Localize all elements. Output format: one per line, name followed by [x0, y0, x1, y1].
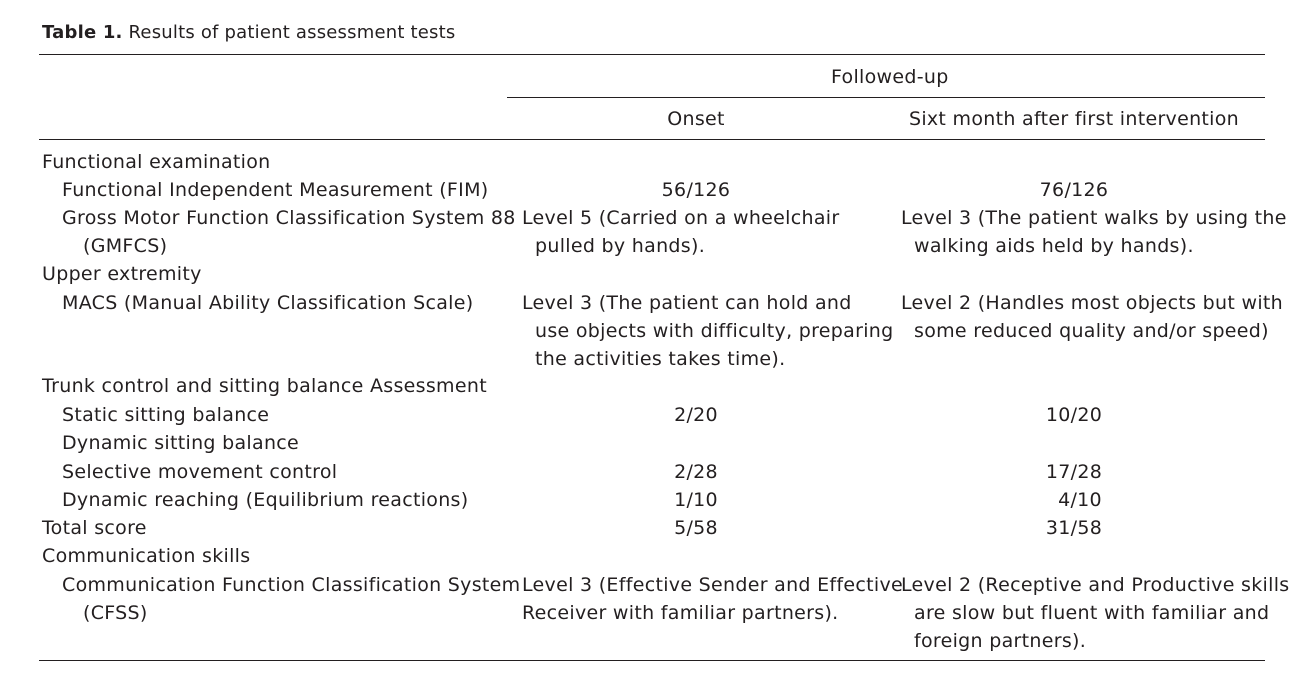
followed-up-rule [507, 97, 1265, 98]
row-selective-label: Selective movement control [62, 461, 338, 483]
gmfcs-label-line2: (GMFCS) [83, 235, 168, 257]
gmfcs-six-line2: walking aids held by hands). [914, 235, 1194, 257]
row-reaching-label: Dynamic reaching (Equilibrium reactions) [62, 489, 469, 511]
table-caption [42, 22, 455, 43]
row-cfss-six [901, 571, 1289, 655]
cfss-six-line2: are slow but fluent with familiar and [914, 602, 1270, 624]
section-upper-extremity: Upper extremity [42, 263, 202, 285]
cfss-onset-line1: Level 3 (Effective Sender and Effective [522, 574, 904, 596]
gmfcs-onset-line2: pulled by hands). [535, 235, 706, 257]
section-functional-examination: Functional examination [42, 151, 271, 173]
section-communication-skills: Communication skills [42, 545, 251, 567]
row-fim-onset: 56/126 [661, 179, 731, 201]
row-total-label: Total score [42, 517, 147, 539]
cfss-onset-line2: Receiver with familiar partners). [522, 602, 839, 624]
header-onset: Onset [667, 108, 725, 130]
bottom-rule [39, 660, 1265, 661]
cfss-label-line1: Communication Function Classification System [62, 574, 521, 596]
gmfcs-label-line1: Gross Motor Function Classification System 88 [62, 207, 516, 229]
cfss-label-line2: (CFSS) [83, 602, 148, 624]
row-selective-onset: 2/28 [674, 461, 718, 483]
row-static-label: Static sitting balance [62, 404, 270, 426]
row-fim-label: Functional Independent Measurement (FIM) [62, 179, 489, 201]
row-total-six: 31/58 [1045, 517, 1103, 539]
row-gmfcs-six [901, 204, 1287, 260]
row-gmfcs-onset [522, 204, 839, 260]
row-fim-six: 76/126 [1039, 179, 1109, 201]
table-label: Table 1. [42, 22, 123, 43]
gmfcs-onset-line1: Level 5 (Carried on a wheelchair [522, 207, 840, 229]
macs-six-line2: some reduced quality and/or speed) [914, 320, 1269, 342]
macs-onset-line2: use objects with difficulty, preparing [535, 320, 894, 342]
top-rule [39, 54, 1265, 55]
cfss-six-line1: Level 2 (Receptive and Productive skills [901, 574, 1290, 596]
table-title: Results of patient assessment tests [128, 22, 456, 43]
header-followed-up: Followed-up [831, 66, 949, 88]
macs-onset-line3: the activities takes time). [535, 348, 786, 370]
macs-six-line1: Level 2 (Handles most objects but with [901, 292, 1283, 314]
row-macs-onset [522, 289, 893, 373]
macs-onset-line1: Level 3 (The patient can hold and [522, 292, 852, 314]
row-selective-six: 17/28 [1045, 461, 1103, 483]
row-static-six: 10/20 [1045, 404, 1103, 426]
row-cfss-label [62, 571, 520, 627]
row-cfss-onset [522, 571, 903, 627]
row-gmfcs-label [62, 204, 516, 260]
row-macs-six [901, 289, 1283, 345]
row-dynamic-label: Dynamic sitting balance [62, 432, 300, 454]
header-six-month: Sixt month after first intervention [908, 108, 1240, 130]
row-total-onset: 5/58 [674, 517, 718, 539]
section-trunk-control: Trunk control and sitting balance Assessment [42, 375, 487, 397]
row-macs-label: MACS (Manual Ability Classification Scale) [62, 292, 474, 314]
row-reaching-six: 4/10 [1058, 489, 1102, 511]
cfss-six-line3: foreign partners). [914, 630, 1087, 652]
row-static-onset: 2/20 [674, 404, 718, 426]
row-reaching-onset: 1/10 [674, 489, 718, 511]
gmfcs-six-line1: Level 3 (The patient walks by using the [901, 207, 1287, 229]
header-rule [39, 139, 1265, 140]
